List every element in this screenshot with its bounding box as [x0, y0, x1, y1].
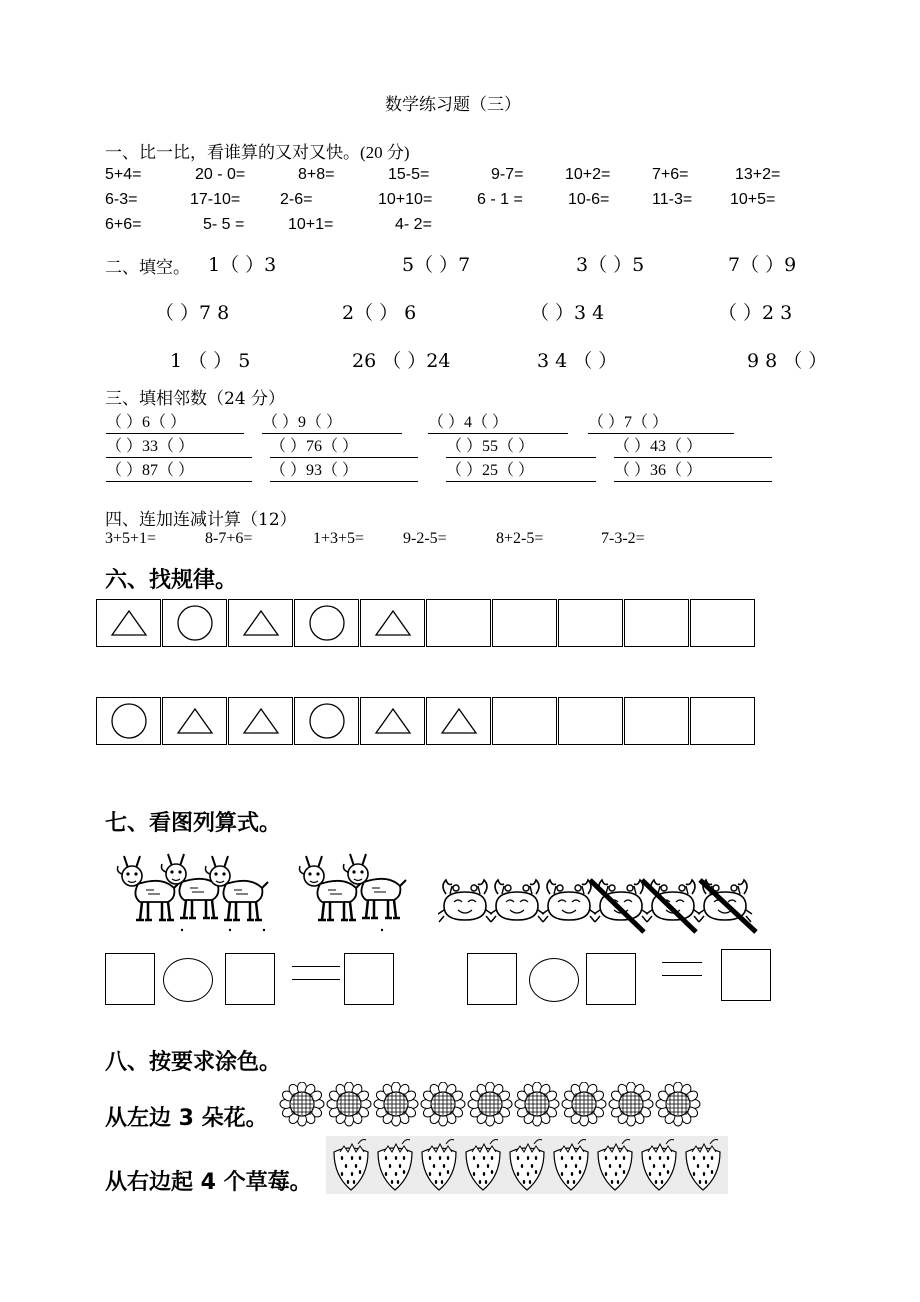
arith-1-1: 5+4=	[105, 166, 142, 183]
strawberries-row	[326, 1136, 728, 1194]
section-4-heading: 四、连加连减计算（12）	[105, 510, 297, 530]
chain-calc-5: 8+2-5=	[496, 530, 544, 547]
crab-4	[594, 880, 648, 922]
circle-icon	[109, 701, 149, 741]
equation-box-2[interactable]	[225, 953, 275, 1005]
neighbor-2-1[interactable]: （ ）33（ ）	[106, 433, 252, 458]
fill-3-3[interactable]: 3 4 （ ）	[537, 350, 618, 372]
triangle-icon	[175, 706, 215, 736]
answer-box-1[interactable]	[344, 953, 394, 1005]
chain-calc-2: 8-7+6=	[205, 530, 253, 547]
flower-5[interactable]	[468, 1082, 512, 1126]
neighbor-3-2[interactable]: （ ）93（ ）	[270, 457, 418, 482]
arith-1-2: 20 - 0=	[195, 166, 246, 183]
pattern-2-cell-2	[162, 697, 227, 745]
page-title: 数学练习题（三）	[385, 95, 521, 115]
section-7-heading: 七、看图列算式。	[105, 811, 282, 836]
arith-1-8: 13+2=	[735, 166, 781, 183]
flower-7[interactable]	[562, 1082, 606, 1126]
pattern-2-cell-3	[228, 697, 293, 745]
neighbor-3-1[interactable]: （ ）87（ ）	[106, 457, 252, 482]
arith-3-2: 5- 5 =	[203, 216, 245, 233]
fill-2-4[interactable]: （ ）2 3	[718, 302, 793, 324]
neighbor-2-3[interactable]: （ ）55（ ）	[446, 433, 596, 458]
section-2-heading: 二、填空。	[105, 258, 190, 278]
flower-3[interactable]	[374, 1082, 418, 1126]
crabs-picture	[438, 870, 764, 936]
pattern-row-1	[96, 599, 756, 647]
chain-calc-6: 7-3-2=	[601, 530, 645, 547]
fill-3-4[interactable]: 9 8 （ ）	[747, 350, 828, 372]
pattern-2-cell-1	[96, 697, 161, 745]
section-3-title: 三、填相邻数	[105, 389, 207, 409]
arith-1-3: 8+8=	[298, 166, 335, 183]
pattern-2-cell-4	[294, 697, 359, 745]
chain-calc-3: 1+3+5=	[313, 530, 365, 547]
circle-icon	[307, 701, 347, 741]
flower-1[interactable]	[280, 1082, 324, 1126]
arith-3-3: 10+1=	[288, 216, 334, 233]
crab-2	[490, 880, 544, 922]
chain-calc-1: 3+5+1=	[105, 530, 157, 547]
section-1-score: (20 分)	[360, 143, 410, 162]
neighbor-1-3[interactable]: （ ）4（ ）	[428, 409, 568, 434]
fill-1-4[interactable]: 7（ ）9	[728, 254, 797, 276]
arith-2-5: 6 - 1 =	[477, 191, 523, 208]
fill-1-2[interactable]: 5（ ）7	[402, 254, 471, 276]
pattern-1-cell-6[interactable]	[426, 599, 491, 647]
equals-sign-2	[662, 962, 702, 976]
pattern-1-cell-10[interactable]	[690, 599, 755, 647]
triangle-icon	[373, 608, 413, 638]
neighbor-3-3[interactable]: （ ）25（ ）	[446, 457, 596, 482]
flower-6[interactable]	[515, 1082, 559, 1126]
pattern-1-cell-8[interactable]	[558, 599, 623, 647]
pattern-2-cell-5	[360, 697, 425, 745]
arith-2-3: 2-6=	[280, 191, 313, 208]
section-8-heading: 八、按要求涂色。	[105, 1050, 282, 1075]
flower-4[interactable]	[421, 1082, 465, 1126]
section-3-heading	[105, 384, 285, 409]
triangle-icon	[241, 608, 281, 638]
pattern-2-cell-9[interactable]	[624, 697, 689, 745]
pattern-2-cell-8[interactable]	[558, 697, 623, 745]
arith-2-7: 11-3=	[652, 191, 693, 208]
pattern-1-cell-5	[360, 599, 425, 647]
pattern-1-cell-3	[228, 599, 293, 647]
pattern-1-cell-7[interactable]	[492, 599, 557, 647]
pattern-2-cell-6	[426, 697, 491, 745]
crab-3	[542, 880, 596, 922]
crab-5	[646, 880, 700, 922]
section-6-heading: 六、找规律。	[105, 568, 238, 593]
arith-2-1: 6-3=	[105, 191, 138, 208]
triangle-icon	[109, 608, 149, 638]
pattern-1-cell-4	[294, 599, 359, 647]
equation-box-1[interactable]	[105, 953, 155, 1005]
pattern-row-2	[96, 697, 756, 745]
arith-3-1: 6+6=	[105, 216, 142, 233]
goats-picture	[112, 848, 412, 934]
triangle-icon	[439, 706, 479, 736]
neighbor-2-4[interactable]: （ ）43（ ）	[614, 433, 772, 458]
color-instruction-flowers: 从左边 3 朵花。	[105, 1106, 268, 1131]
circle-icon	[307, 603, 347, 643]
neighbor-1-2[interactable]: （ ）9（ ）	[262, 409, 402, 434]
pattern-2-cell-10[interactable]	[690, 697, 755, 745]
equation-box-4[interactable]	[586, 953, 636, 1005]
answer-box-2[interactable]	[721, 949, 771, 1001]
triangle-icon	[373, 706, 413, 736]
crab-1	[438, 880, 492, 922]
arith-2-2: 17-10=	[190, 191, 241, 208]
neighbor-1-1[interactable]: （ ）6（ ）	[106, 409, 244, 434]
fill-2-3[interactable]: （ ）3 4	[530, 302, 605, 324]
fill-2-2[interactable]: 2（ ） 6	[342, 302, 417, 324]
neighbor-1-4[interactable]: （ ）7（ ）	[588, 409, 734, 434]
flower-8[interactable]	[609, 1082, 653, 1126]
fill-1-1[interactable]: 1（ ）3	[208, 254, 277, 276]
arith-1-4: 15-5=	[388, 166, 430, 183]
arith-3-4: 4- 2=	[395, 216, 432, 233]
neighbor-2-2[interactable]: （ ）76（ ）	[270, 433, 418, 458]
section-1-heading	[105, 138, 410, 163]
equation-box-3[interactable]	[467, 953, 517, 1005]
arith-2-6: 10-6=	[568, 191, 610, 208]
section-3-score: （24 分）	[207, 389, 286, 409]
equals-sign-1	[292, 966, 340, 980]
pattern-2-cell-7[interactable]	[492, 697, 557, 745]
color-instruction-strawberries: 从右边起 4 个草莓。	[105, 1170, 312, 1195]
arith-1-5: 9-7=	[491, 166, 524, 183]
fill-2-1[interactable]: （ ）7 8	[155, 302, 230, 324]
arith-2-4: 10+10=	[378, 191, 433, 208]
flowers-row	[278, 1082, 702, 1130]
arith-1-7: 7+6=	[652, 166, 689, 183]
pattern-1-cell-9[interactable]	[624, 599, 689, 647]
circle-icon	[175, 603, 215, 643]
pattern-1-cell-1	[96, 599, 161, 647]
fill-3-2[interactable]: 26 （ ）24	[352, 350, 451, 372]
flower-9[interactable]	[656, 1082, 700, 1126]
pattern-1-cell-2	[162, 599, 227, 647]
chain-calc-4: 9-2-5=	[403, 530, 447, 547]
fill-1-3[interactable]: 3（ ）5	[576, 254, 645, 276]
arith-1-6: 10+2=	[565, 166, 611, 183]
fill-3-1[interactable]: 1 （ ） 5	[170, 350, 251, 372]
operator-circle-2[interactable]	[529, 958, 579, 1002]
triangle-icon	[241, 706, 281, 736]
arith-2-8: 10+5=	[730, 191, 776, 208]
flower-2[interactable]	[327, 1082, 371, 1126]
section-1-title: 一、比一比，看谁算的又对又快。	[105, 143, 360, 163]
neighbor-3-4[interactable]: （ ）36（ ）	[614, 457, 772, 482]
operator-circle-1[interactable]	[163, 958, 213, 1002]
